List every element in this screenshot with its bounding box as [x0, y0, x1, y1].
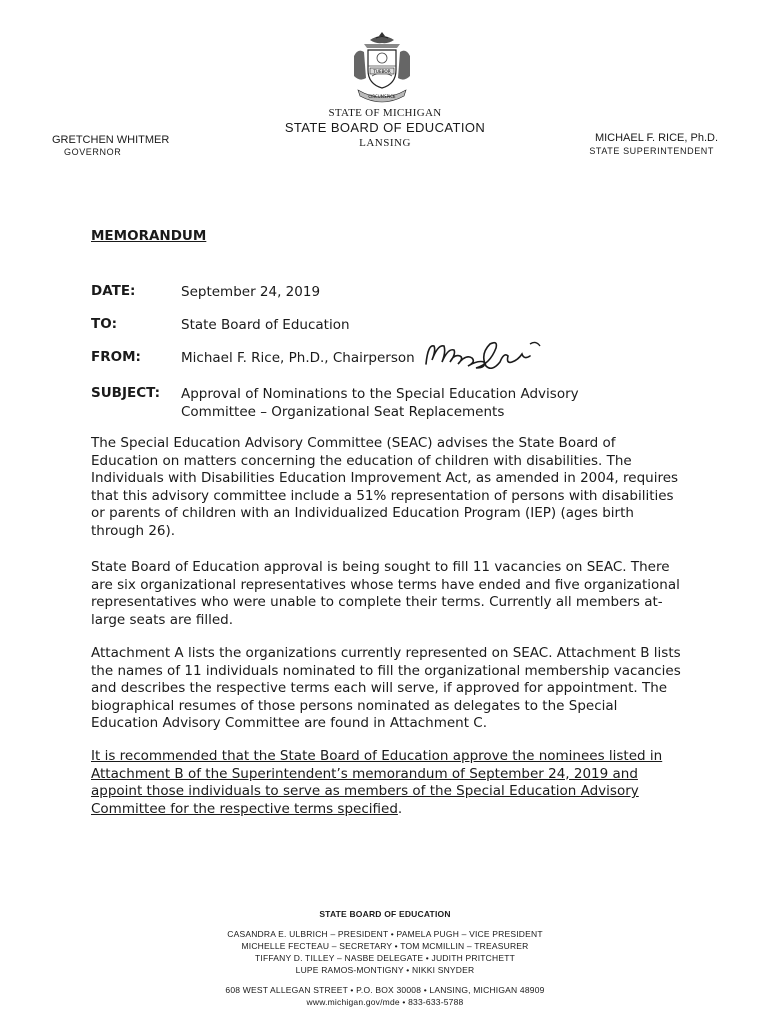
- superintendent-name: MICHAEL F. RICE, Ph.D.: [594, 132, 718, 144]
- superintendent-title: STATE SUPERINTENDENT: [589, 146, 714, 156]
- paragraph-text: State Board of Education approval is being sought to fill 11 vacancies on SEAC. There are six organizational representatives whose terms have ended and five organizational representatives who were unable to complete their terms. Currently all members at-large seats are filled.: [91, 559, 680, 628]
- date-label: DATE:: [91, 283, 136, 299]
- footer-members-line-2: MICHELLE FECTEAU – SECRETARY • TOM MCMILLIN – TREASURER: [241, 941, 529, 951]
- footer-members-line-3: TIFFANY D. TILLEY – NASBE DELEGATE • JUDITH PRITCHETT: [255, 953, 515, 963]
- subject-value: [181, 385, 621, 421]
- from-label: FROM:: [91, 349, 141, 365]
- body-paragraph-2: [91, 559, 681, 629]
- recommendation-text: It is recommended that the State Board of Education approve the nominees listed in Attachment B of the Superintendent’s memorandum of September 24, 2019 and appoint those individuals to serve as members of the Special Education Advisory Committee for the respective terms specified: [91, 748, 663, 817]
- handwritten-signature-icon: [422, 336, 582, 374]
- subject-line-1: Approval of Nominations to the Special Education Advisory: [181, 386, 579, 402]
- svg-text:CIRCUMSPICE: CIRCUMSPICE: [368, 94, 396, 99]
- letterhead-city: LANSING: [359, 137, 411, 149]
- governor-name: GRETCHEN WHITMER: [52, 134, 170, 146]
- svg-text:TUEBOR: TUEBOR: [373, 69, 391, 74]
- letterhead-state: STATE OF MICHIGAN: [328, 107, 442, 119]
- footer-address: 608 WEST ALLEGAN STREET • P.O. BOX 30008 • LANSING, MICHIGAN 48909: [225, 985, 545, 995]
- subject-line-2: Committee – Organizational Seat Replacements: [181, 404, 505, 420]
- footer-contact: www.michigan.gov/mde • 833-633-5788: [306, 997, 464, 1007]
- governor-title: GOVERNOR: [64, 147, 122, 157]
- body-paragraph-3: [91, 645, 681, 733]
- footer-members-line-1: CASANDRA E. ULBRICH – PRESIDENT • PAMELA PUGH – VICE PRESIDENT: [227, 929, 543, 939]
- footer-heading: STATE BOARD OF EDUCATION: [319, 909, 451, 919]
- michigan-state-seal-icon: [346, 28, 418, 108]
- date-value: September 24, 2019: [181, 284, 321, 300]
- paragraph-text: Attachment A lists the organizations currently represented on SEAC. Attachment B lists the names of 11 individuals nominated to fill the organizational membership vacancies and describes the respective terms each will serve, if approved for appointment. The biographical resumes of those persons nominated as delegates to the Special Education Advisory Committee are found in Attachment C.: [91, 645, 681, 732]
- letterhead-board: STATE BOARD OF EDUCATION: [284, 120, 486, 135]
- recommendation-period: .: [397, 800, 403, 817]
- from-value: Michael F. Rice, Ph.D., Chairperson: [181, 350, 415, 366]
- memo-title: MEMORANDUM: [91, 228, 207, 244]
- recommendation-paragraph: [91, 748, 681, 818]
- subject-label: SUBJECT:: [91, 385, 160, 401]
- to-label: TO:: [91, 316, 118, 332]
- paragraph-text: The Special Education Advisory Committee (SEAC) advises the State Board of Education on matters concerning the education of children with disabilities. The Individuals with Disabilities Education Improvement Act, as amended in 2004, requires that this advisory committee include a 51% representation of persons with disabilities or parents of children with an Individualized Education Program (IEP) (ages birth through 26).: [91, 435, 679, 539]
- footer-members-line-4: LUPE RAMOS-MONTIGNY • NIKKI SNYDER: [295, 965, 475, 975]
- body-paragraph-1: [91, 435, 681, 541]
- to-value: State Board of Education: [181, 317, 350, 333]
